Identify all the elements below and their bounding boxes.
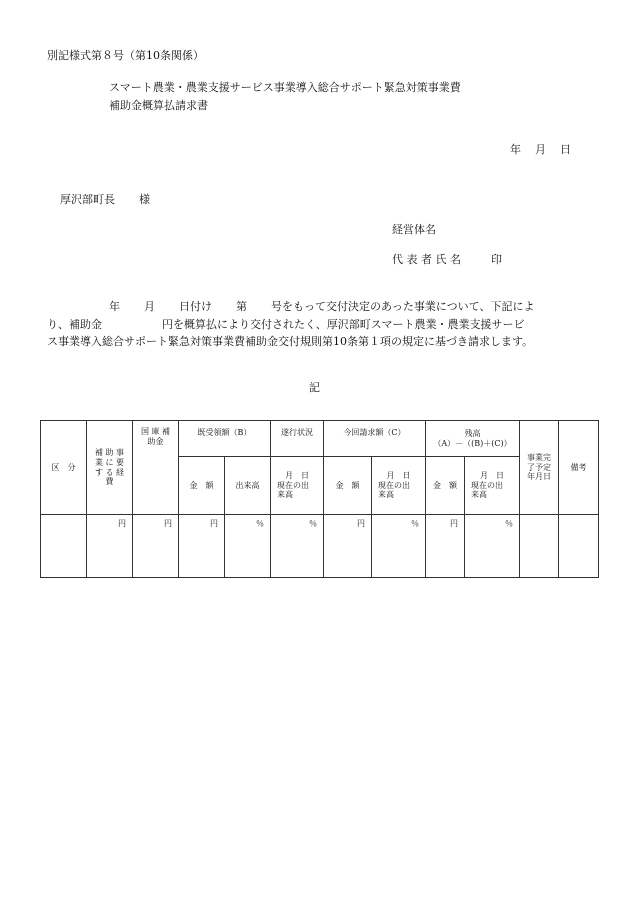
- cell-received-output[interactable]: ％: [225, 515, 271, 578]
- header-subsidy-cost: 補 助 事 業 に 要 す る 経 費: [87, 421, 133, 515]
- header-current-request: 今回請求額（C）: [324, 421, 426, 457]
- sub-received-output: 出来高: [225, 457, 271, 515]
- representative-line: [392, 251, 502, 267]
- cell-remarks[interactable]: [559, 515, 599, 578]
- cell-balance-amount[interactable]: 円: [426, 515, 465, 578]
- header-balance: 残高 （A）－（(B)＋(C)）: [426, 421, 520, 457]
- header-national-subsidy: 国 庫 補 助金: [133, 421, 179, 515]
- ki-heading: 記: [309, 381, 320, 394]
- header-progress: 遂行状況: [271, 421, 324, 457]
- sub-request-amount: 金 額: [324, 457, 372, 515]
- cell-balance-output[interactable]: ％: [465, 515, 520, 578]
- body-line2-rest: 円を概算払により交付されたく、厚沢部町スマート農業・農業支援サービ: [162, 318, 525, 331]
- body-line3: ス事業導入総合サポート緊急対策事業費補助金交付規則第10条第１項の規定に基づき請求します。: [47, 335, 534, 348]
- body-line1-rest: 号をもって交付決定のあった事業について、下記によ: [271, 300, 535, 313]
- body-dated: 日付け: [179, 300, 212, 313]
- representative-label: 代 表 者 氏 名: [392, 253, 461, 266]
- title-line2: 補助金概算払請求書: [109, 99, 208, 112]
- cell-received-amount[interactable]: 円: [179, 515, 225, 578]
- cell-request-amount[interactable]: 円: [324, 515, 372, 578]
- detail-table: [40, 420, 599, 578]
- cell-national-subsidy[interactable]: 円: [133, 515, 179, 578]
- cell-category[interactable]: [41, 515, 87, 578]
- sub-balance-asof: 月 日 現在の出 来高: [465, 457, 520, 515]
- sub-progress-asof: 月 日 現在の出 来高: [271, 457, 324, 515]
- cell-completion-date[interactable]: [520, 515, 559, 578]
- sub-request-asof: 月 日 現在の出 来高: [372, 457, 426, 515]
- sub-received-amount: 金 額: [179, 457, 225, 515]
- body-line1: [47, 298, 587, 314]
- cell-progress[interactable]: ％: [271, 515, 324, 578]
- title-line1: スマート農業・農業支援サービス事業導入総合サポート緊急対策事業費: [109, 81, 461, 94]
- operator-name-label: 経営体名: [392, 223, 436, 236]
- addressee-honorific: 様: [139, 193, 150, 206]
- seal-mark: 印: [491, 253, 502, 266]
- addressee-name: 厚沢部町長: [60, 193, 115, 206]
- body-number-prefix: 第: [236, 300, 247, 313]
- body-line2: [47, 316, 587, 332]
- form-number: 別記様式第８号（第10条関係）: [47, 49, 204, 62]
- date-day: 日: [560, 143, 571, 156]
- body-month: 月: [144, 300, 155, 313]
- body-year: 年: [109, 300, 120, 313]
- date-line: [510, 141, 571, 157]
- header-remarks: 備考: [559, 421, 599, 515]
- date-month: 月: [535, 143, 546, 156]
- date-year: 年: [510, 143, 521, 156]
- addressee: [60, 191, 150, 207]
- header-received: 既受領額（B）: [179, 421, 271, 457]
- header-category: 区 分: [41, 421, 87, 515]
- sub-balance-amount: 金 額: [426, 457, 465, 515]
- cell-request-output[interactable]: ％: [372, 515, 426, 578]
- cell-subsidy-cost[interactable]: 円: [87, 515, 133, 578]
- table-row: [41, 515, 599, 578]
- body-subsidy-label: り、補助金: [47, 318, 102, 331]
- header-completion: 事業完 了予定 年月日: [520, 421, 559, 515]
